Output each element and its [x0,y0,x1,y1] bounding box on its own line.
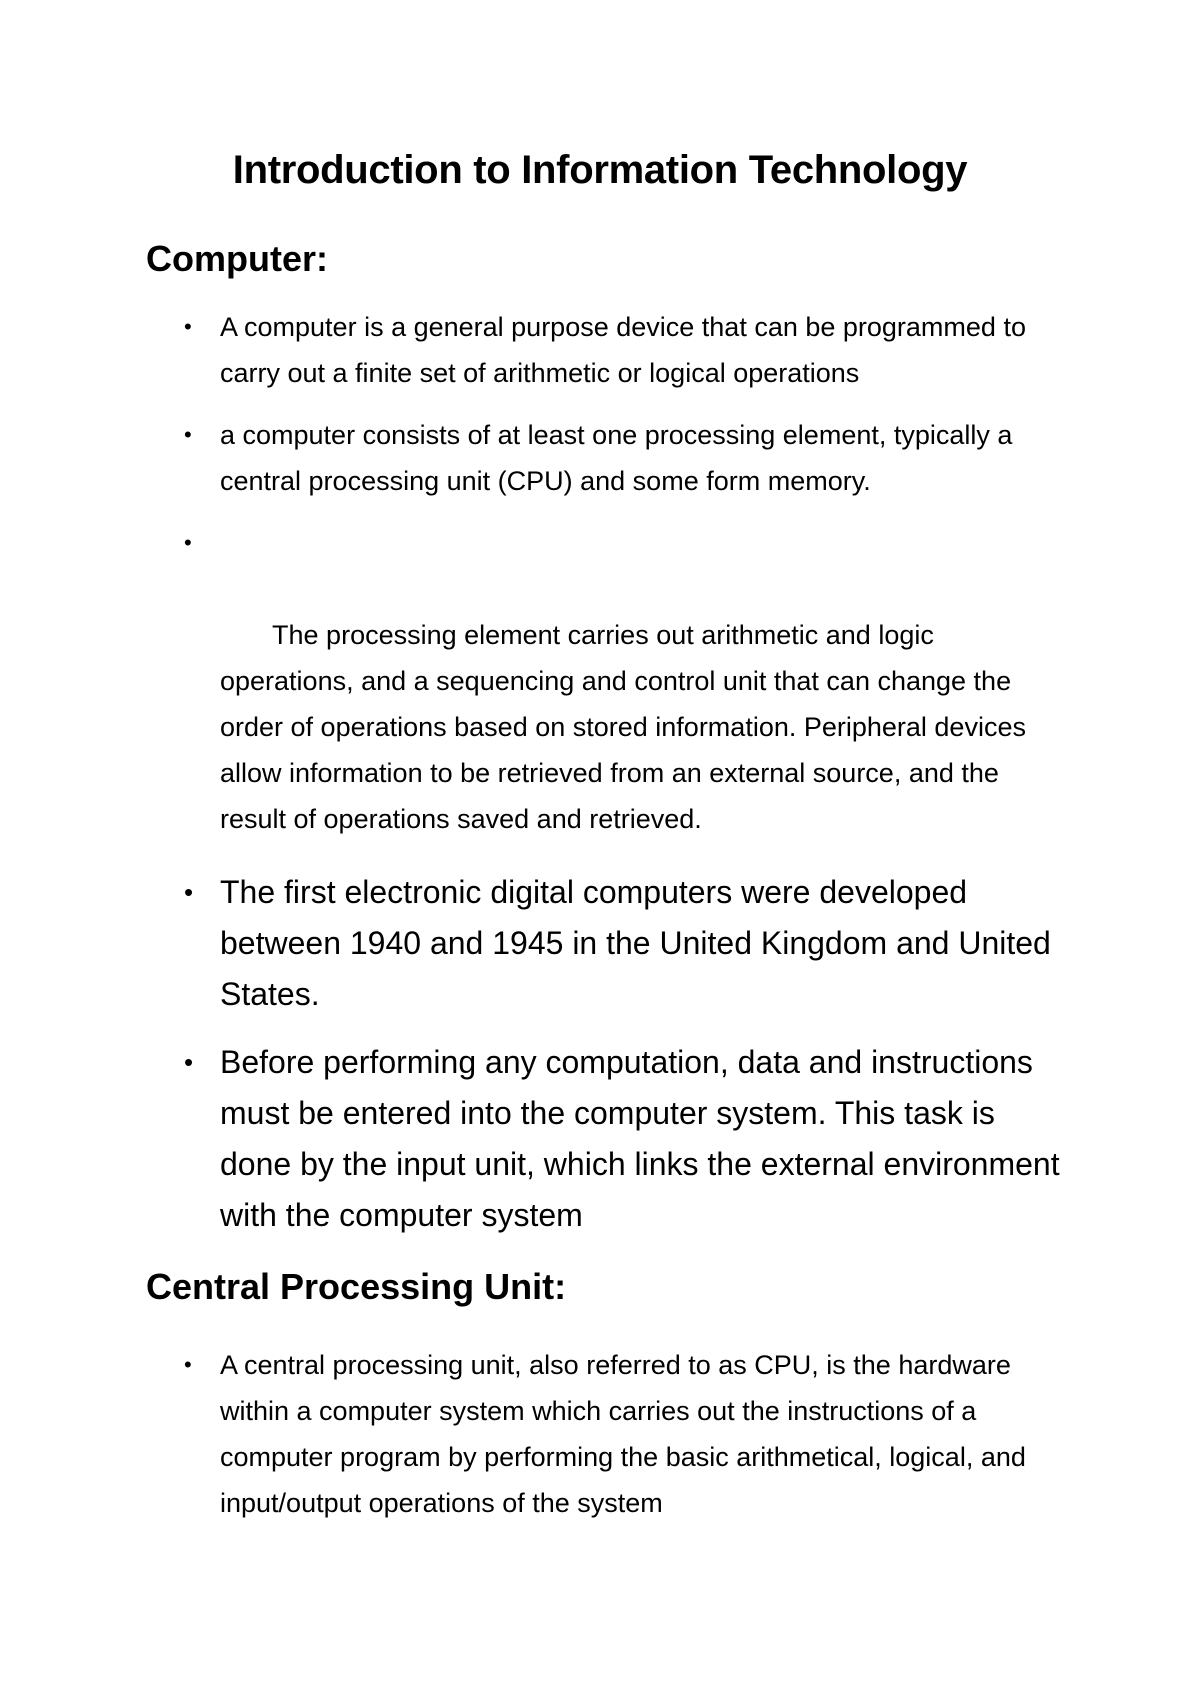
computer-bullet-list-small [146,304,1066,904]
list-item [146,1037,1066,1241]
bullet-icon: • [184,422,192,447]
list-item-text: A computer is a general purpose device that can be programmed to carry out a finite set of arithmetic or logical operations [220,312,1026,388]
list-item-text: The processing element carries out arithmetic and logic operations, and a sequencing and control unit that can change the order of operations based on stored information. Peripheral devices allow information to be retrieved from an external source, and the result of operations saved and retrieved. [220,620,1034,834]
list-item-text: A central processing unit, also referred to as CPU, is the hardware within a computer system which carries out the instructions of a computer program by performing the basic arithmetical, logical, and input/output operations of the system [220,1350,1026,1518]
list-item-text: Before performing any computation, data and instructions must be entered into the computer system. This task is done by the input unit, which links the external environment with the computer system [220,1044,1060,1233]
list-item [146,867,1066,1020]
list-item-text: a computer consists of at least one processing element, typically a central processing unit (CPU) and some form memory. [220,420,1013,496]
section-heading-computer: Computer: [146,238,328,279]
list-item [146,412,1066,504]
list-item [146,304,1066,396]
list-item [146,520,1066,888]
bullet-icon: • [184,1047,194,1077]
document-title: Introduction to Information Technology [232,148,968,192]
bullet-icon: • [184,314,192,339]
list-item-text: The first electronic digital computers were developed between 1940 and 1945 in the United Kingdom and United States. [220,874,1051,1012]
cpu-bullet-list [146,1342,1066,1542]
bullet-icon: • [184,877,194,907]
bullet-icon: • [184,530,192,555]
computer-bullet-list-large [146,867,1066,1258]
section-heading-cpu: Central Processing Unit: [146,1266,567,1307]
list-item [146,1342,1066,1526]
bullet-icon: • [184,1352,192,1377]
